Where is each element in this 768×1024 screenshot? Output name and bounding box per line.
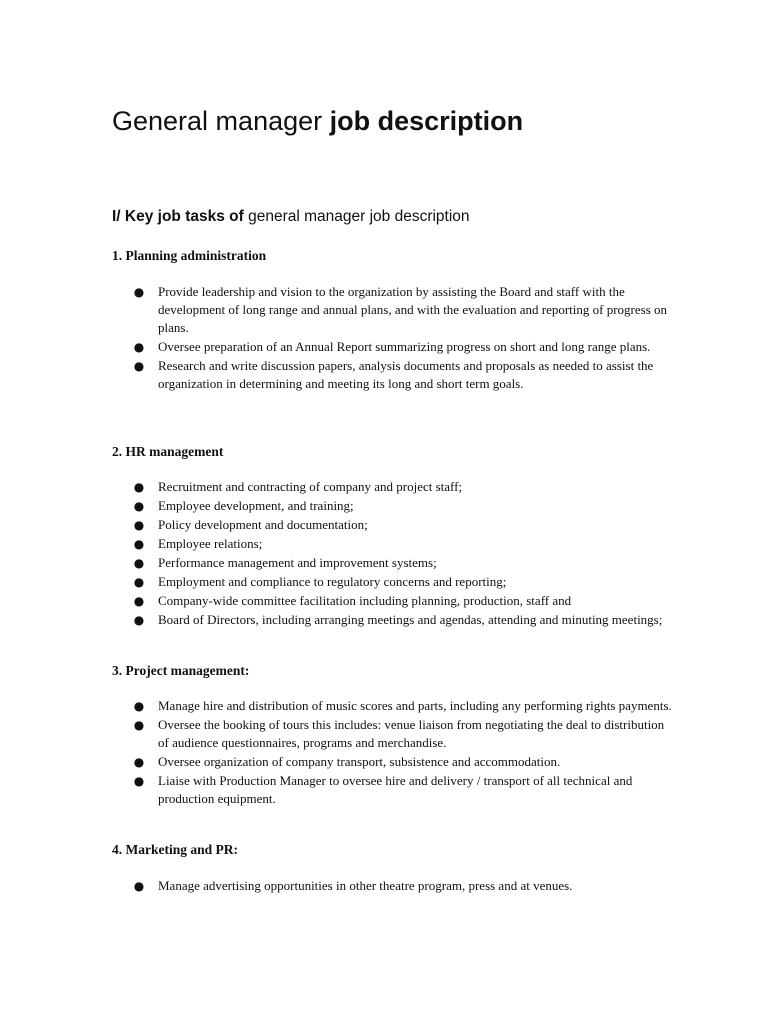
list-item bbox=[112, 772, 672, 808]
bullet-icon: ● bbox=[133, 556, 145, 570]
list-item-text: Company-wide committee facilitation including planning, production, staff and bbox=[158, 593, 572, 608]
list-item bbox=[112, 338, 672, 356]
bullet-icon: ● bbox=[133, 340, 145, 354]
section-heading-marketing: 4. Marketing and PR: bbox=[112, 842, 238, 857]
list-item bbox=[112, 753, 672, 771]
list-item-text: Research and write discussion papers, analysis documents and proposals as needed to assist the organization in determining and meeting its long and short term goals. bbox=[158, 358, 654, 391]
bullet-icon: ● bbox=[133, 594, 145, 608]
list-item-text: Performance management and improvement systems; bbox=[158, 555, 437, 570]
list-item bbox=[112, 592, 672, 610]
bullet-icon: ● bbox=[133, 879, 145, 893]
list-item-text: Employee development, and training; bbox=[158, 498, 354, 513]
bullet-icon: ● bbox=[133, 575, 145, 589]
bullet-icon: ● bbox=[133, 774, 145, 788]
list-item-text: Manage advertising opportunities in other theatre program, press and at venues. bbox=[158, 878, 573, 893]
list-item bbox=[112, 283, 672, 337]
list-item bbox=[112, 516, 672, 534]
bullet-icon: ● bbox=[133, 499, 145, 513]
list-item-text: Employment and compliance to regulatory concerns and reporting; bbox=[158, 574, 507, 589]
bullet-icon: ● bbox=[133, 699, 145, 713]
list-item bbox=[112, 357, 672, 393]
bullet-icon: ● bbox=[133, 755, 145, 769]
subtitle-bold: I/ Key job tasks of bbox=[112, 208, 244, 225]
list-item-text: Provide leadership and vision to the organization by assisting the Board and staff with the development of long range and annual plans, and with the evaluation and reporting of progress on plans. bbox=[158, 284, 668, 335]
page-title bbox=[112, 101, 523, 141]
list-item-text: Liaise with Production Manager to oversee hire and delivery / transport of all technical and production equipment. bbox=[158, 773, 633, 806]
list-item bbox=[112, 716, 672, 752]
bullet-icon: ● bbox=[133, 359, 145, 373]
section-heading-hr: 2. HR management bbox=[112, 444, 224, 459]
list-item bbox=[112, 573, 672, 591]
list-item bbox=[112, 535, 672, 553]
list-item-text: Policy development and documentation; bbox=[158, 517, 368, 532]
project-task-list bbox=[112, 697, 672, 809]
bullet-icon: ● bbox=[133, 518, 145, 532]
list-item bbox=[112, 554, 672, 572]
list-item bbox=[112, 478, 672, 496]
section-subtitle bbox=[112, 205, 470, 229]
list-item-text: Oversee organization of company transport, subsistence and accommodation. bbox=[158, 754, 561, 769]
list-item bbox=[112, 497, 672, 515]
marketing-task-list bbox=[112, 877, 672, 896]
subtitle-regular: general manager job description bbox=[243, 208, 470, 225]
title-bold: job description bbox=[329, 106, 524, 136]
list-item-text: Oversee preparation of an Annual Report summarizing progress on short and long range plans. bbox=[158, 339, 651, 354]
title-regular: General manager bbox=[112, 106, 330, 136]
list-item-text: Manage hire and distribution of music scores and parts, including any performing rights payments. bbox=[158, 698, 672, 713]
list-item bbox=[112, 697, 672, 715]
bullet-icon: ● bbox=[133, 537, 145, 551]
list-item bbox=[112, 611, 672, 629]
bullet-icon: ● bbox=[133, 718, 145, 732]
hr-task-list bbox=[112, 478, 672, 630]
section-heading-planning: 1. Planning administration bbox=[112, 248, 267, 263]
bullet-icon: ● bbox=[133, 285, 145, 299]
list-item-text: Oversee the booking of tours this includes: venue liaison from negotiating the deal to distribution of audience questionnaires, programs and merchandise. bbox=[158, 717, 665, 750]
bullet-icon: ● bbox=[133, 480, 145, 494]
planning-task-list bbox=[112, 283, 672, 394]
list-item-text: Recruitment and contracting of company and project staff; bbox=[158, 479, 463, 494]
bullet-icon: ● bbox=[133, 613, 145, 627]
section-heading-project: 3. Project management: bbox=[112, 663, 250, 678]
list-item bbox=[112, 877, 672, 895]
list-item-text: Board of Directors, including arranging meetings and agendas, attending and minuting meetings; bbox=[158, 612, 663, 627]
list-item-text: Employee relations; bbox=[158, 536, 263, 551]
